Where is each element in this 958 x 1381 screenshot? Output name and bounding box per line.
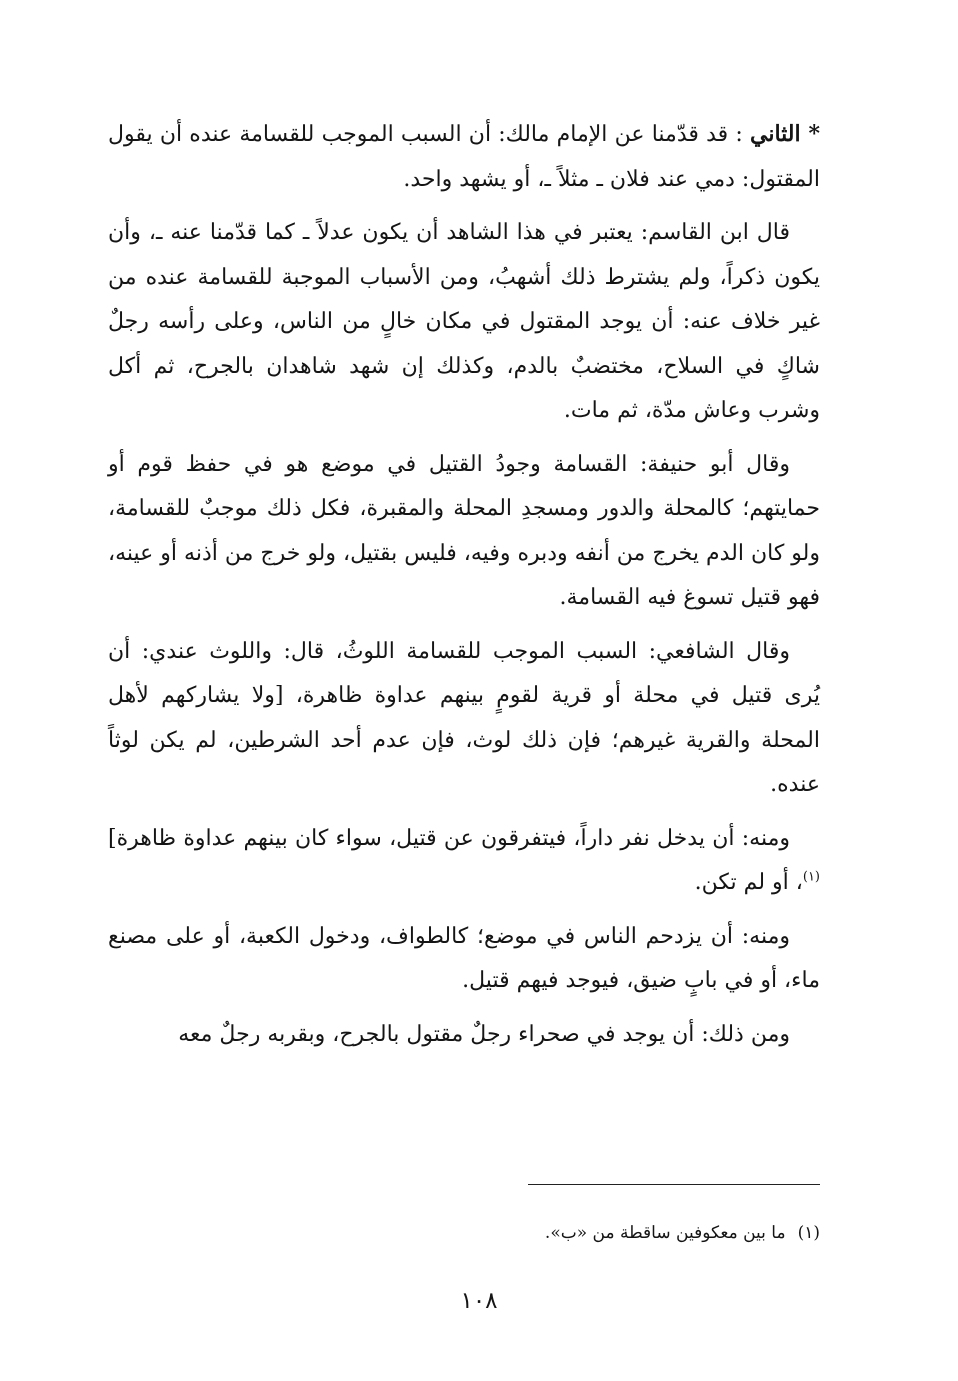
footnote-text: ما بين معكوفين ساقطة من «ب».: [544, 1223, 786, 1243]
paragraph-4: [108, 630, 820, 808]
section-marker: * الثاني: [750, 121, 820, 147]
paragraph-text-continued: ، أو لم تكن.: [694, 870, 803, 895]
paragraph-text: ومن ذلك: أن يوجد في صحراء رجلٌ مقتول بالجرح، وبقربه رجلٌ معه: [178, 1021, 790, 1047]
paragraph-text: وقال الشافعي: السبب الموجب للقسامة اللوثُ، قال: واللوث عندي: أن يُرى قتيل في محلة أو قرية لقومٍ بينهم عداوة ظاهرة، [ولا يشاركهم لأهل المحلة والقرية غيرهم؛ فإن ذلك لوث، فإن عدم أحد الشرطين، لم يكن لوثاً عنده.: [108, 638, 820, 797]
paragraph-text: ومنه: أن يزدحم الناس في موضع؛ كالطواف، ودخول الكعبة، أو على مصنع ماء، أو في بابٍ ضيق، فيوجد فيهم قتيل.: [108, 923, 820, 993]
footnote-reference[interactable]: (١): [802, 869, 820, 885]
paragraph-2: [108, 211, 820, 434]
paragraph-text: قال ابن القاسم: يعتبر في هذا الشاهد أن يكون عدلاً ـ كما قدّمنا عنه ـ، وأن يكون ذكراً، ولم يشترط ذلك أشهبُ، ومن الأسباب الموجبة للقسامة عنده من غير خلاف عنه: أن يوجد المقتول في مكان خالٍ من الناس، وعلى رأسه رجلٌ شاكٍ في السلاح، مختضبٌ بالدم، وكذلك إن شهد شاهدان بالجرح، ثم أكل وشرب وعاش مدّة، ثم مات.: [108, 220, 820, 423]
paragraph-text: : قد قدّمنا عن الإمام مالك: أن السبب الموجب للقسامة عنده أن يقول المقتول: دمي عند فلان ـ مثلاً ـ، أو يشهد واحد.: [108, 122, 820, 192]
paragraph-1: [108, 112, 820, 202]
paragraph-text: ومنه: أن يدخل نفر داراً، فيتفرقون عن قتيل، سواء كان بينهم عداوة ظاهرة]: [108, 825, 790, 851]
paragraph-3: [108, 443, 820, 621]
footnote-number: (١): [797, 1223, 820, 1243]
paragraph-7: [108, 1013, 820, 1058]
footnote-divider: [528, 1184, 820, 1185]
paragraph-text: وقال أبو حنيفة: القسامة وجودُ القتيل في موضع هو في حفظ قوم أو حمايتهم؛ كالمحلة والدور ومسجدِ المحلة والمقبرة، فكل ذلك موجبٌ للقسامة، ولو كان الدم يخرج من أنفه ودبره وفيه، فليس بقتيل، ولو خرج من أذنه أو عينه، فهو قتيل تسوغ فيه القسامة.: [108, 451, 820, 610]
page-number: ١٠٨: [460, 1288, 498, 1314]
main-text: [108, 112, 820, 1066]
paragraph-5: [108, 817, 820, 906]
paragraph-6: [108, 915, 820, 1004]
footnote: [300, 1218, 820, 1248]
